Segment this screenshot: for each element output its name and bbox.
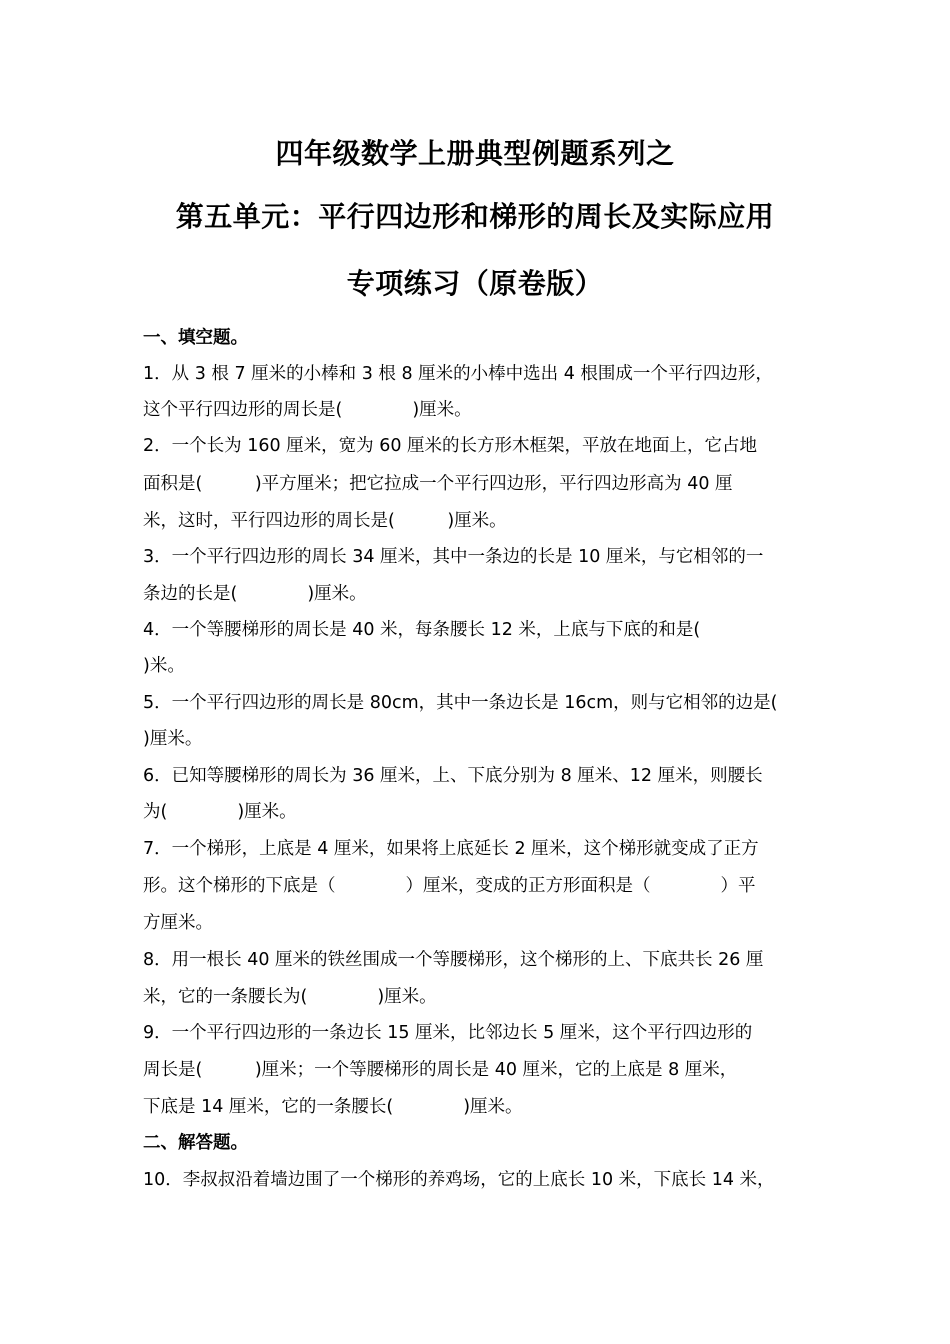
question-6-line-2: 为( )厘米。 [143,802,297,822]
question-7-line-3: 方厘米。 [143,913,213,933]
question-2-line-3: 米，这时，平行四边形的周长是( )厘米。 [143,511,507,531]
title-line-1: 四年级数学上册典型例题系列之 [275,137,675,170]
question-2-line-2: 面积是( )平方厘米；把它拉成一个平行四边形，平行四边形高为 40 厘 [143,474,733,494]
question-5-line-2: )厘米。 [143,729,203,749]
question-5-line-1: 5．一个平行四边形的周长是 80cm，其中一条边长是 16cm，则与它相邻的边是( [143,693,778,713]
title-line-3: 专项练习（原卷版） [346,267,604,300]
question-1-line-2: 这个平行四边形的周长是( )厘米。 [143,400,472,420]
question-3-line-1: 3．一个平行四边形的周长 34 厘米，其中一条边的长是 10 厘米，与它相邻的一 [143,547,764,567]
section-heading-answer: 二、解答题。 [143,1133,248,1153]
question-8-line-1: 8．用一根长 40 厘米的铁丝围成一个等腰梯形，这个梯形的上、下底共长 26 厘 [143,950,764,970]
question-1-line-1: 1．从 3 根 7 厘米的小棒和 3 根 8 厘米的小棒中选出 4 根围成一个平行四边形， [143,364,773,384]
question-4-line-2: )米。 [143,656,185,676]
question-8-line-2: 米，它的一条腰长为( )厘米。 [143,987,437,1007]
section-heading-fill-in: 一、填空题。 [143,328,248,348]
question-7-line-2: 形。这个梯形的下底是（ ）厘米，变成的正方形面积是（ ）平 [143,876,756,896]
question-9-line-2: 周长是( )厘米；一个等腰梯形的周长是 40 厘米，它的上底是 8 厘米， [143,1060,738,1080]
question-6-line-1: 6．已知等腰梯形的周长为 36 厘米，上、下底分别为 8 厘米、12 厘米，则腰长 [143,766,763,786]
question-3-line-2: 条边的长是( )厘米。 [143,584,367,604]
question-7-line-1: 7．一个梯形，上底是 4 厘米，如果将上底延长 2 厘米，这个梯形就变成了正方 [143,839,759,859]
title-line-2: 第五单元：平行四边形和梯形的周长及实际应用 [175,200,775,233]
question-9-line-3: 下底是 14 厘米，它的一条腰长( )厘米。 [143,1097,523,1117]
question-4-line-1: 4．一个等腰梯形的周长是 40 米，每条腰长 12 米，上底与下底的和是( [143,620,701,640]
question-10-line-1: 10．李叔叔沿着墙边围了一个梯形的养鸡场，它的上底长 10 米，下底长 14 米， [143,1170,775,1190]
question-2-line-1: 2．一个长为 160 厘米，宽为 60 厘米的长方形木框架，平放在地面上，它占地 [143,436,758,456]
question-9-line-1: 9．一个平行四边形的一条边长 15 厘米，比邻边长 5 厘米，这个平行四边形的 [143,1023,753,1043]
